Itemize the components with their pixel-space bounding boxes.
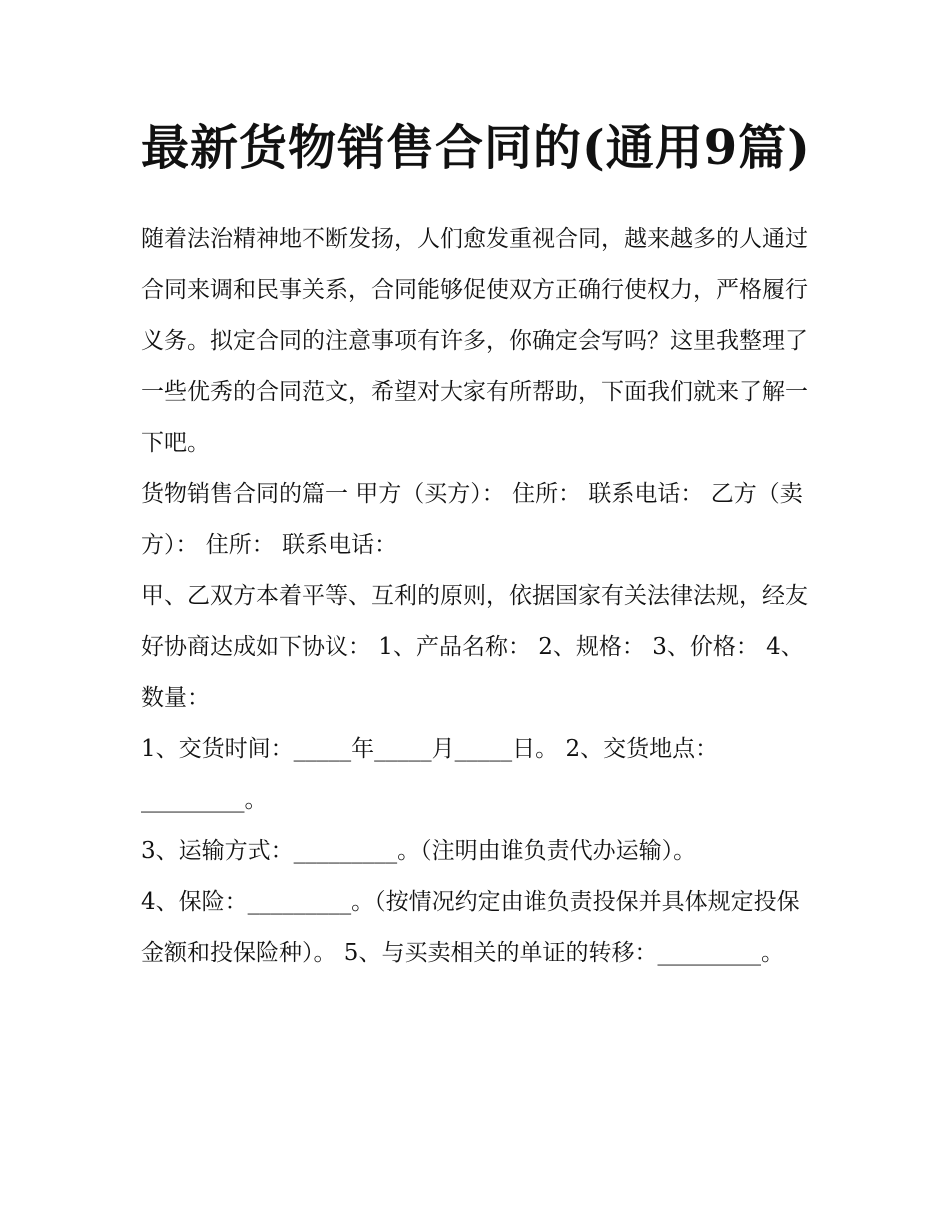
transport-paragraph: 3、运输方式：_________。（注明由谁负责代办运输）。 bbox=[141, 838, 697, 864]
document-title: 最新货物销售合同的(通用9篇) bbox=[141, 120, 811, 176]
agreement-paragraph: 甲、乙双方本着平等、互利的原则，依据国家有关法律法规，经友好协商达成如下协议： 1、产品名称： 2、规格： 3、价格： 4、数量： bbox=[141, 583, 808, 711]
delivery-paragraph: 1、交货时间：_____年_____月_____日。 2、交货地点：_________。 bbox=[141, 736, 719, 813]
intro-paragraph: 随着法治精神地不断发扬，人们愈发重视合同，越来越多的人通过合同来调和民事关系，合同能够促使双方正确行使权力，严格履行义务。拟定合同的注意事项有许多，你确定会写吗？这里我整理了一些优秀的合同范文，希望对大家有所帮助，下面我们就来了解一下吧。 bbox=[141, 226, 808, 456]
document-page bbox=[141, 108, 821, 979]
insurance-paragraph: 4、保险：_________。（按情况约定由谁负责投保并具体规定投保金额和投保险种）。 5、与买卖相关的单证的转移：_________。 bbox=[141, 889, 800, 966]
document-body bbox=[141, 214, 821, 979]
parties-paragraph: 货物销售合同的篇一 甲方（买方）： 住所： 联系电话： 乙方（卖方）： 住所： 联系电话： bbox=[141, 481, 803, 558]
